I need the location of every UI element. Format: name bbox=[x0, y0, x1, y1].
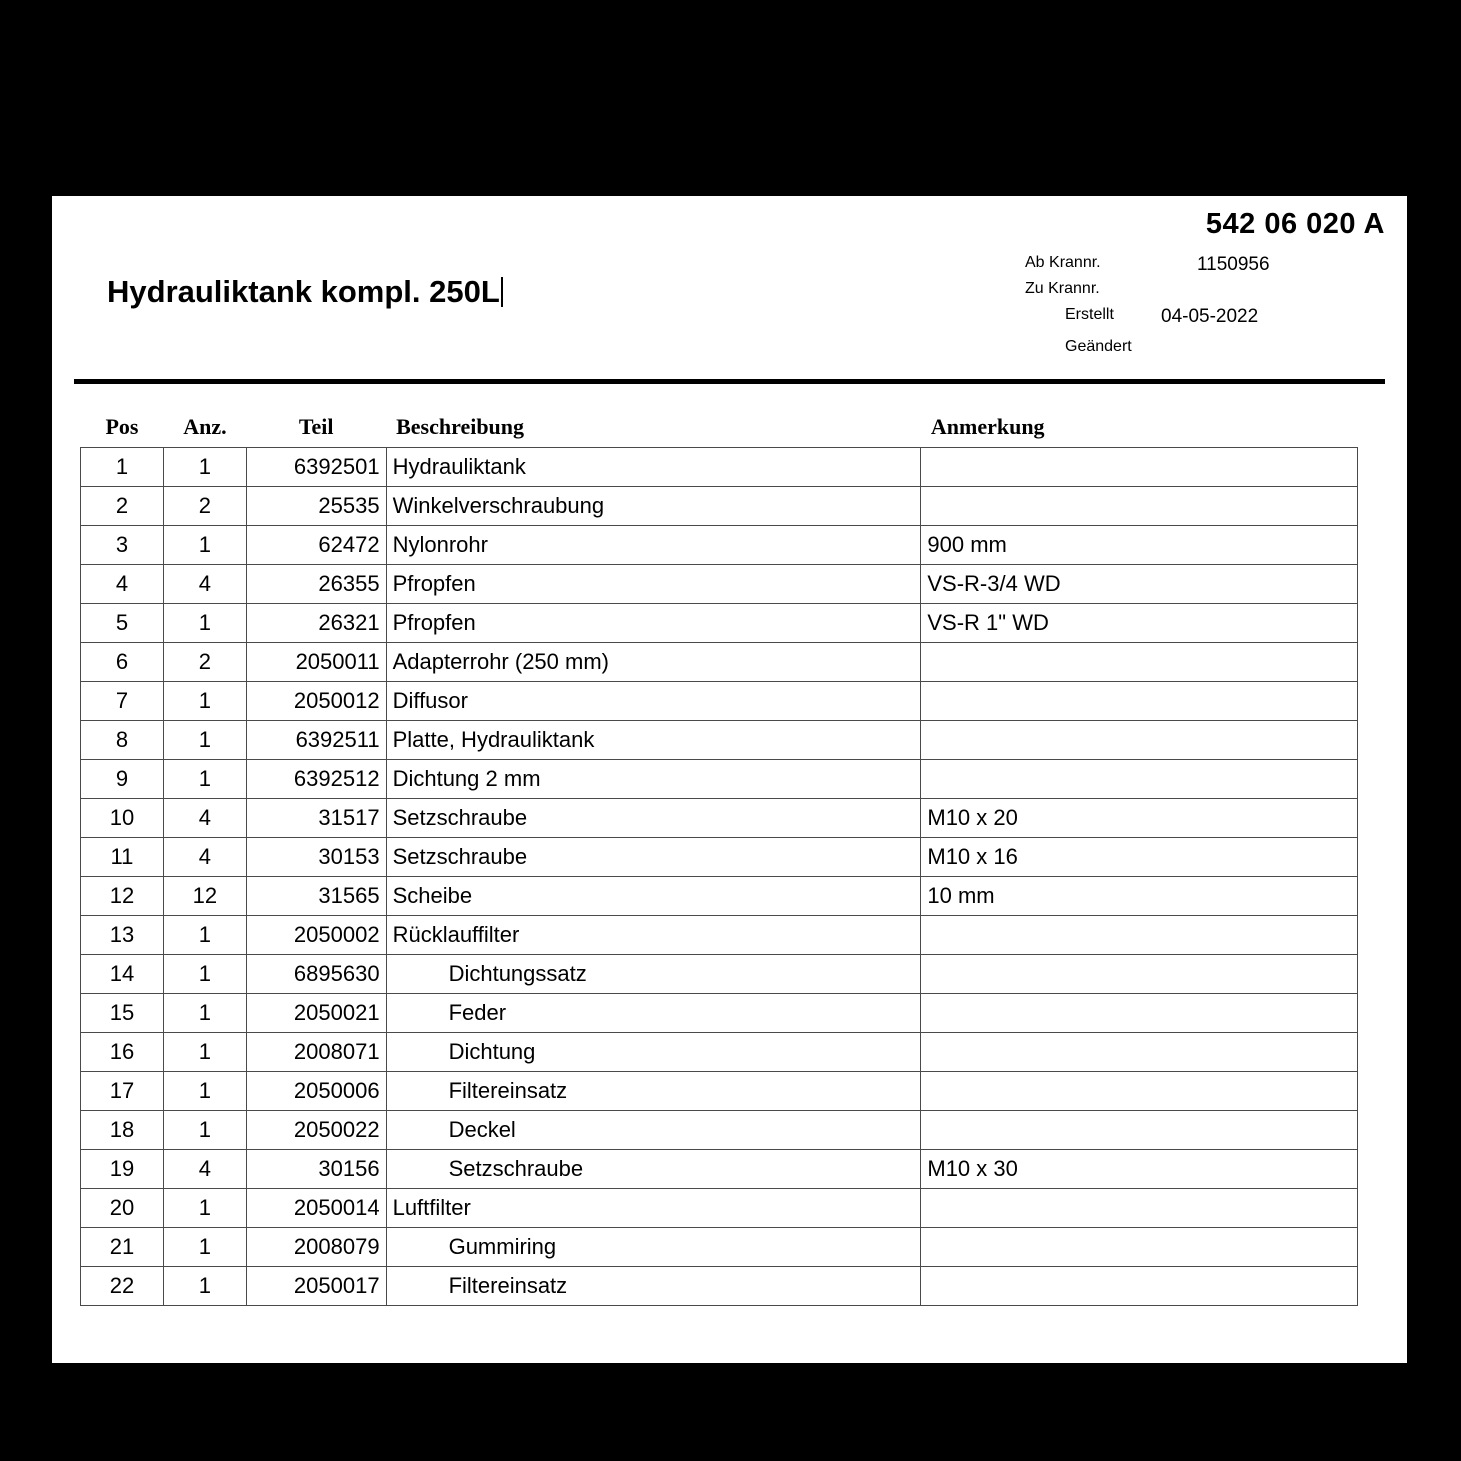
page-title bbox=[107, 274, 503, 310]
cell-pos: 16 bbox=[81, 1033, 164, 1072]
table-row bbox=[81, 877, 1358, 916]
table-row bbox=[81, 1228, 1358, 1267]
header-divider bbox=[74, 379, 1385, 384]
from-crane-value: 1150956 bbox=[1197, 254, 1270, 275]
cell-pos: 9 bbox=[81, 760, 164, 799]
parts-table-body bbox=[81, 448, 1358, 1306]
document-number: 542 06 020 A bbox=[1205, 208, 1385, 240]
cell-teil: 6392511 bbox=[246, 721, 386, 760]
cell-teil: 2008079 bbox=[246, 1228, 386, 1267]
cell-anmerkung bbox=[921, 1072, 1358, 1111]
table-row bbox=[81, 526, 1358, 565]
cell-beschreibung: Deckel bbox=[386, 1111, 921, 1150]
cell-pos: 10 bbox=[81, 799, 164, 838]
cell-anmerkung bbox=[921, 760, 1358, 799]
column-header-pos: Pos bbox=[105, 414, 139, 439]
cell-pos: 12 bbox=[81, 877, 164, 916]
cell-pos: 4 bbox=[81, 565, 164, 604]
cell-teil: 6392501 bbox=[246, 448, 386, 487]
cell-pos: 11 bbox=[81, 838, 164, 877]
table-row bbox=[81, 643, 1358, 682]
cell-teil: 25535 bbox=[246, 487, 386, 526]
cell-anmerkung: M10 x 20 bbox=[921, 799, 1358, 838]
cell-anz: 1 bbox=[163, 1033, 246, 1072]
cell-beschreibung: Filtereinsatz bbox=[386, 1072, 921, 1111]
table-row bbox=[81, 721, 1358, 760]
cell-teil: 26321 bbox=[246, 604, 386, 643]
cell-anz: 2 bbox=[163, 643, 246, 682]
cell-beschreibung: Setzschraube bbox=[386, 1150, 921, 1189]
cell-teil: 2050011 bbox=[246, 643, 386, 682]
cell-pos: 22 bbox=[81, 1267, 164, 1306]
cell-anz: 1 bbox=[163, 448, 246, 487]
meta-row-to-crane bbox=[1025, 280, 1385, 306]
cell-teil: 62472 bbox=[246, 526, 386, 565]
cell-teil: 26355 bbox=[246, 565, 386, 604]
cell-anz: 1 bbox=[163, 1189, 246, 1228]
cell-anz: 1 bbox=[163, 994, 246, 1033]
table-row bbox=[81, 565, 1358, 604]
cell-anmerkung bbox=[921, 1267, 1358, 1306]
cell-anmerkung bbox=[921, 721, 1358, 760]
meta-row-from-crane bbox=[1025, 254, 1385, 280]
cell-teil: 6392512 bbox=[246, 760, 386, 799]
cell-pos: 6 bbox=[81, 643, 164, 682]
cell-teil: 2008071 bbox=[246, 1033, 386, 1072]
cell-teil: 2050022 bbox=[246, 1111, 386, 1150]
cell-beschreibung: Luftfilter bbox=[386, 1189, 921, 1228]
cell-beschreibung: Filtereinsatz bbox=[386, 1267, 921, 1306]
cell-pos: 5 bbox=[81, 604, 164, 643]
cell-anz: 4 bbox=[163, 565, 246, 604]
table-row bbox=[81, 1267, 1358, 1306]
cell-anz: 2 bbox=[163, 487, 246, 526]
cell-teil: 2050021 bbox=[246, 994, 386, 1033]
parts-table-container bbox=[80, 414, 1380, 1306]
cell-anz: 1 bbox=[163, 682, 246, 721]
table-row bbox=[81, 487, 1358, 526]
created-value: 04-05-2022 bbox=[1161, 306, 1259, 327]
cell-pos: 8 bbox=[81, 721, 164, 760]
cell-beschreibung: Dichtung 2 mm bbox=[386, 760, 921, 799]
text-cursor bbox=[501, 277, 503, 307]
table-header-row bbox=[81, 414, 1358, 448]
cell-anmerkung: M10 x 30 bbox=[921, 1150, 1358, 1189]
cell-anz: 1 bbox=[163, 526, 246, 565]
cell-anz: 12 bbox=[163, 877, 246, 916]
cell-pos: 2 bbox=[81, 487, 164, 526]
cell-anmerkung: VS-R 1" WD bbox=[921, 604, 1358, 643]
column-header-beschreibung: Beschreibung bbox=[396, 414, 525, 439]
meta-row-changed bbox=[1025, 338, 1385, 364]
cell-anz: 1 bbox=[163, 604, 246, 643]
cell-pos: 20 bbox=[81, 1189, 164, 1228]
cell-beschreibung: Adapterrohr (250 mm) bbox=[386, 643, 921, 682]
cell-beschreibung: Feder bbox=[386, 994, 921, 1033]
cell-teil: 31565 bbox=[246, 877, 386, 916]
cell-anz: 1 bbox=[163, 1228, 246, 1267]
table-row bbox=[81, 916, 1358, 955]
table-row bbox=[81, 1111, 1358, 1150]
cell-anmerkung bbox=[921, 448, 1358, 487]
cell-anz: 1 bbox=[163, 760, 246, 799]
table-row bbox=[81, 955, 1358, 994]
document-header bbox=[52, 196, 1407, 386]
table-row bbox=[81, 1189, 1358, 1228]
cell-pos: 21 bbox=[81, 1228, 164, 1267]
cell-anmerkung bbox=[921, 955, 1358, 994]
cell-anmerkung: 900 mm bbox=[921, 526, 1358, 565]
cell-anmerkung: VS-R-3/4 WD bbox=[921, 565, 1358, 604]
column-header-teil: Teil bbox=[298, 414, 334, 439]
cell-pos: 1 bbox=[81, 448, 164, 487]
table-row bbox=[81, 448, 1358, 487]
column-header-anmerkung: Anmerkung bbox=[930, 414, 1045, 439]
cell-anmerkung bbox=[921, 1111, 1358, 1150]
cell-teil: 2050014 bbox=[246, 1189, 386, 1228]
cell-anmerkung bbox=[921, 487, 1358, 526]
cell-pos: 18 bbox=[81, 1111, 164, 1150]
cell-pos: 3 bbox=[81, 526, 164, 565]
parts-table bbox=[80, 414, 1358, 1306]
cell-anmerkung bbox=[921, 1033, 1358, 1072]
cell-pos: 13 bbox=[81, 916, 164, 955]
cell-anmerkung: 10 mm bbox=[921, 877, 1358, 916]
cell-beschreibung: Gummiring bbox=[386, 1228, 921, 1267]
cell-anmerkung bbox=[921, 916, 1358, 955]
cell-beschreibung: Setzschraube bbox=[386, 838, 921, 877]
changed-label: Geändert bbox=[1065, 338, 1132, 355]
cell-anz: 1 bbox=[163, 916, 246, 955]
cell-anz: 4 bbox=[163, 838, 246, 877]
cell-beschreibung: Platte, Hydrauliktank bbox=[386, 721, 921, 760]
cell-teil: 30153 bbox=[246, 838, 386, 877]
cell-teil: 2050017 bbox=[246, 1267, 386, 1306]
cell-beschreibung: Scheibe bbox=[386, 877, 921, 916]
cell-anmerkung bbox=[921, 1189, 1358, 1228]
cell-teil: 2050006 bbox=[246, 1072, 386, 1111]
cell-pos: 17 bbox=[81, 1072, 164, 1111]
cell-pos: 7 bbox=[81, 682, 164, 721]
cell-anz: 1 bbox=[163, 1072, 246, 1111]
cell-beschreibung: Hydrauliktank bbox=[386, 448, 921, 487]
to-crane-label: Zu Krannr. bbox=[1025, 280, 1100, 297]
table-row bbox=[81, 1072, 1358, 1111]
table-row bbox=[81, 760, 1358, 799]
cell-beschreibung: Winkelverschraubung bbox=[386, 487, 921, 526]
meta-row-created bbox=[1025, 306, 1385, 338]
from-crane-label: Ab Krannr. bbox=[1025, 254, 1101, 271]
cell-anz: 1 bbox=[163, 1267, 246, 1306]
cell-beschreibung: Dichtung bbox=[386, 1033, 921, 1072]
cell-anmerkung bbox=[921, 643, 1358, 682]
cell-beschreibung: Setzschraube bbox=[386, 799, 921, 838]
cell-anz: 4 bbox=[163, 1150, 246, 1189]
cell-teil: 2050002 bbox=[246, 916, 386, 955]
cell-beschreibung: Rücklauffilter bbox=[386, 916, 921, 955]
cell-anz: 1 bbox=[163, 721, 246, 760]
cell-pos: 19 bbox=[81, 1150, 164, 1189]
cell-teil: 31517 bbox=[246, 799, 386, 838]
cell-anmerkung: M10 x 16 bbox=[921, 838, 1358, 877]
cell-anmerkung bbox=[921, 994, 1358, 1033]
page-title-text: Hydrauliktank kompl. 250L bbox=[107, 274, 500, 309]
cell-beschreibung: Pfropfen bbox=[386, 604, 921, 643]
table-row bbox=[81, 994, 1358, 1033]
cell-pos: 15 bbox=[81, 994, 164, 1033]
table-row bbox=[81, 838, 1358, 877]
document-page bbox=[52, 196, 1407, 1363]
table-row bbox=[81, 1033, 1358, 1072]
cell-teil: 2050012 bbox=[246, 682, 386, 721]
cell-teil: 6895630 bbox=[246, 955, 386, 994]
table-row bbox=[81, 682, 1358, 721]
cell-anmerkung bbox=[921, 682, 1358, 721]
cell-beschreibung: Pfropfen bbox=[386, 565, 921, 604]
cell-anz: 1 bbox=[163, 955, 246, 994]
cell-teil: 30156 bbox=[246, 1150, 386, 1189]
table-row bbox=[81, 604, 1358, 643]
cell-anz: 4 bbox=[163, 799, 246, 838]
column-header-anz: Anz. bbox=[183, 414, 227, 439]
cell-beschreibung: Nylonrohr bbox=[386, 526, 921, 565]
document-meta bbox=[1025, 254, 1385, 364]
cell-anmerkung bbox=[921, 1228, 1358, 1267]
cell-pos: 14 bbox=[81, 955, 164, 994]
created-label: Erstellt bbox=[1065, 306, 1114, 323]
table-row bbox=[81, 1150, 1358, 1189]
cell-beschreibung: Dichtungssatz bbox=[386, 955, 921, 994]
cell-beschreibung: Diffusor bbox=[386, 682, 921, 721]
cell-anz: 1 bbox=[163, 1111, 246, 1150]
table-row bbox=[81, 799, 1358, 838]
